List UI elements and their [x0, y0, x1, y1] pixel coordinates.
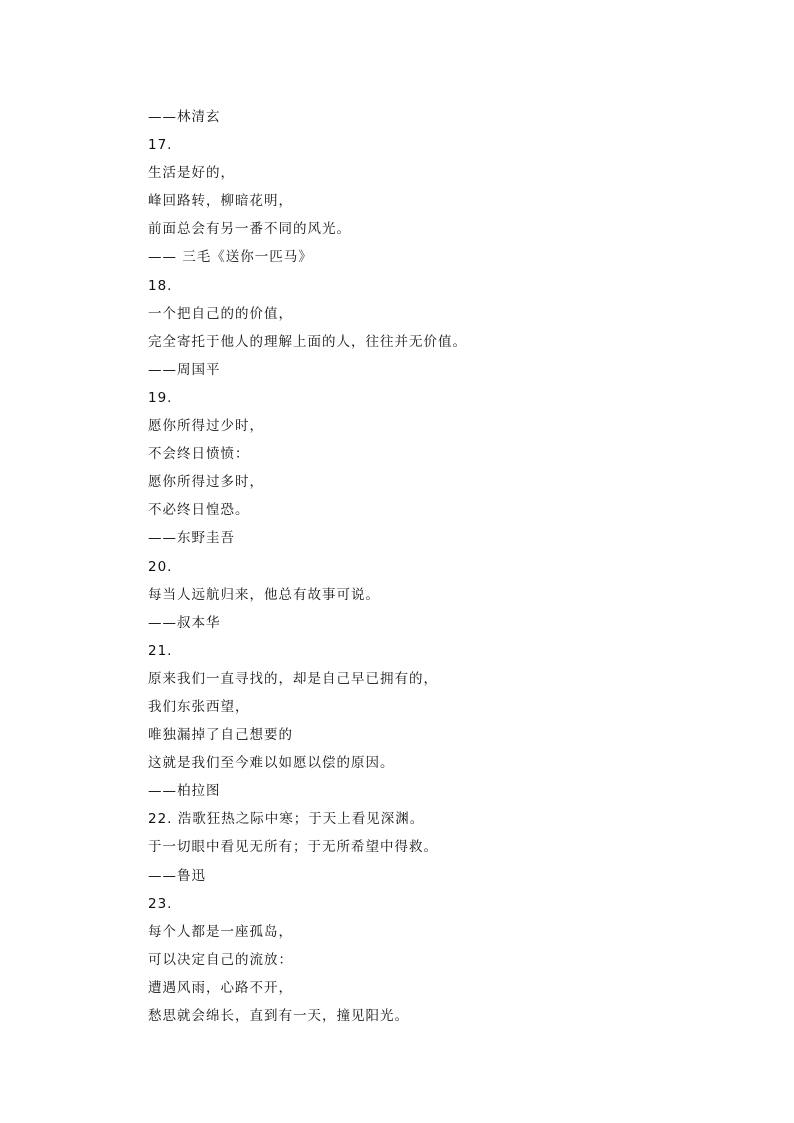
attribution-lin-qingxuan: ——林清玄 — [148, 109, 221, 125]
quote-line: 每当人远航归来，他总有故事可说。 — [148, 586, 380, 603]
attribution-sanmao: —— 三毛《送你一匹马》 — [148, 249, 313, 266]
quote-line: 原来我们一直寻找的，却是自己早已拥有的， — [148, 670, 438, 687]
quote-line: 完全寄托于他人的理解上面的人，往往并无价值。 — [148, 333, 467, 350]
quote-line: 愿你所得过多时， — [148, 474, 264, 491]
attribution-plato: ——柏拉图 — [148, 783, 221, 800]
quote-line: 不会终日愤愤： — [148, 446, 250, 463]
quote-line: 生活是好的， — [148, 165, 235, 182]
quote-line: 愁思就会绵长，直到有一天，撞见阳光。 — [148, 1008, 409, 1024]
quote-line: 于一切眼中看见无所有；于无所希望中得救。 — [148, 839, 438, 856]
item-number-20: 20. — [148, 558, 173, 575]
quote-line: 峰回路转，柳暗花明， — [148, 193, 293, 210]
attribution-zhou-guoping: ——周国平 — [148, 361, 221, 378]
attribution-lu-xun: ——鲁迅 — [148, 867, 206, 884]
item-number-18: 18. — [148, 277, 173, 294]
item-number-17: 17. — [148, 137, 173, 154]
quote-line: 唯独漏掉了自己想要的 — [148, 727, 293, 744]
quote-line: 前面总会有另一番不同的风光。 — [148, 221, 351, 238]
quote-line: 遭遇风雨，心路不开， — [148, 979, 293, 996]
quote-line: 每个人都是一座孤岛， — [148, 923, 293, 940]
attribution-schopenhauer: ——叔本华 — [148, 614, 221, 631]
item-number-19: 19. — [148, 389, 173, 406]
quote-line: 22. 浩歌狂热之际中寒；于天上看见深渊。 — [148, 811, 425, 828]
item-number-23: 23. — [148, 895, 173, 912]
item-number-21: 21. — [148, 642, 173, 659]
quote-line: 这就是我们至今难以如愿以偿的原因。 — [148, 755, 395, 772]
quote-line: 可以决定自己的流放： — [148, 951, 293, 968]
quote-line: 我们东张西望， — [148, 698, 250, 715]
quote-line: 愿你所得过少时， — [148, 418, 264, 435]
attribution-higashino-keigo: ——东野圭吾 — [148, 530, 235, 547]
quote-line: 一个把自己的的价值， — [148, 305, 293, 322]
document-body — [148, 103, 748, 1030]
quote-line: 不必终日惶恐。 — [148, 502, 250, 519]
